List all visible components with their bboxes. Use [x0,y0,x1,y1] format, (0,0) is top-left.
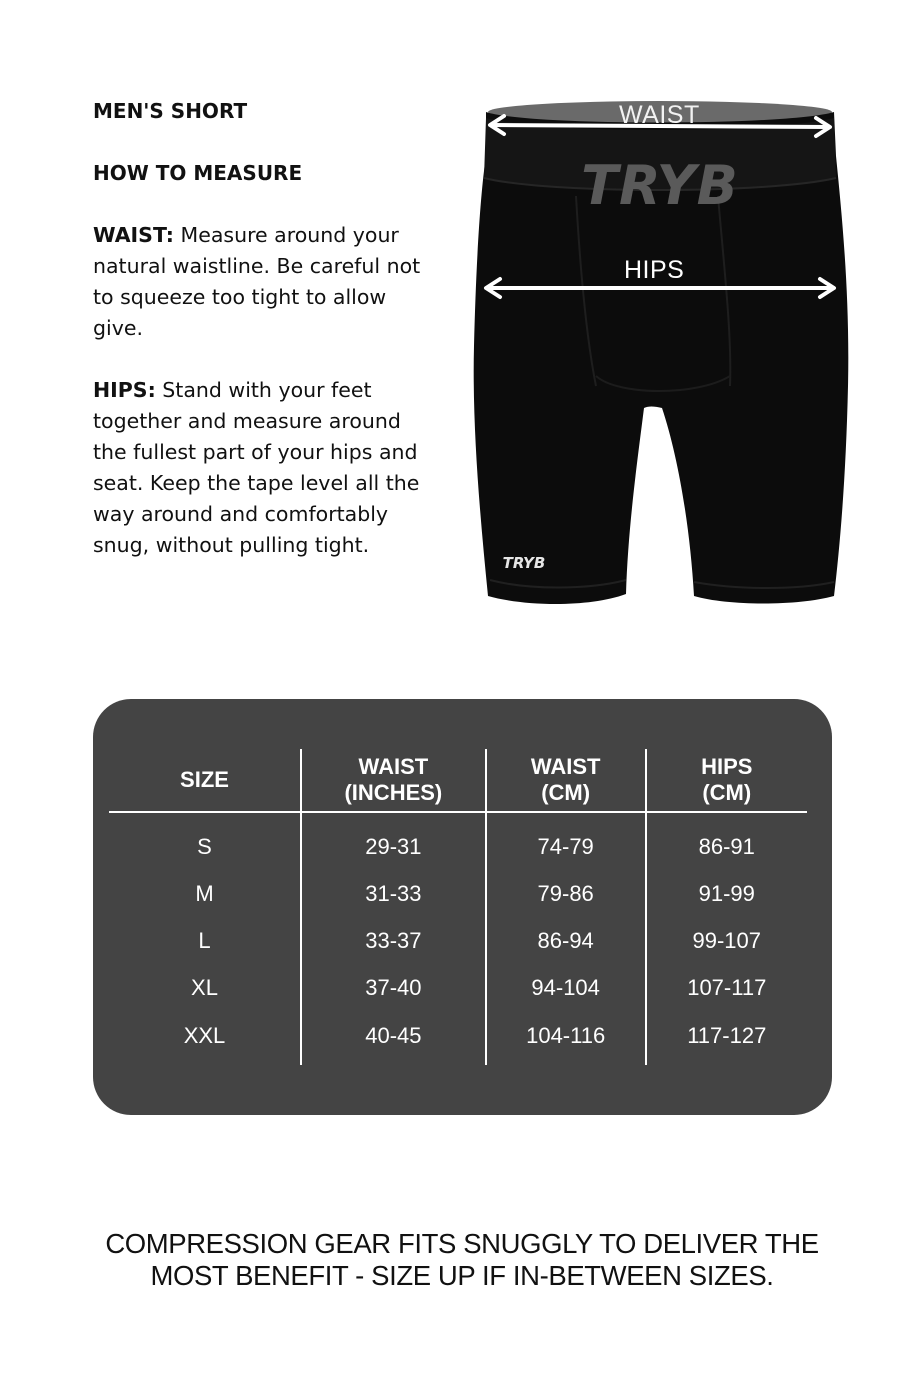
table-row [109,917,807,964]
table-row [109,870,807,917]
waist-inches-cell: 40-45 [301,1011,486,1065]
waist-instruction-label: WAIST: [93,223,175,247]
fit-note-line1: COMPRESSION GEAR FITS SNUGGLY TO DELIVER THE [105,1228,819,1259]
waist-inches-cell: 29-31 [301,812,486,870]
hips-instruction-text: Stand with your feet together and measure around the fullest part of your hips and seat. Keep the tape level all the way around and comfortably snug, without pulling tight. [93,378,420,557]
table-row [109,964,807,1011]
size-chart-header-row [109,749,807,812]
size-cell: XXL [183,1023,226,1048]
size-cell: S [197,833,212,859]
header-hips-cm [646,749,807,812]
header-size-label: SIZE [180,767,229,792]
size-chart-table [109,749,807,1065]
shorts-illustration [468,96,858,611]
product-title: MEN'S SHORT [93,99,248,123]
size-cell: XL [191,974,218,1000]
waist-inches-cell: 31-33 [301,870,486,917]
hips-cm-cell: 107-117 [646,964,807,1011]
size-cell: M [195,880,214,906]
fit-note [62,1228,862,1292]
leg-brand-text: TRYB [502,554,546,572]
waist-inches-cell: 37-40 [301,964,486,1011]
hips-cm-cell: 91-99 [646,870,807,917]
table-row [109,812,807,870]
hips-cm-cell: 86-91 [646,812,807,870]
hips-cm-cell: 117-127 [646,1011,807,1065]
measure-instructions [93,96,423,561]
header-hips-cm-line2: (CM) [702,780,752,805]
fit-note-line2: MOST BENEFIT - SIZE UP IF IN-BETWEEN SIZES. [150,1260,774,1291]
shorts-drawing [468,96,858,611]
header-waist-cm-line1: WAIST [530,754,601,779]
size-cell: L [198,927,211,953]
table-row [109,1011,807,1065]
hips-instruction-label: HIPS: [93,378,156,402]
hips-arrow-label: HIPS [624,256,685,284]
waist-inches-cell: 33-37 [301,917,486,964]
hips-cm-cell: 99-107 [646,917,807,964]
how-to-measure-title: HOW TO MEASURE [93,161,303,185]
waist-cm-cell: 74-79 [486,812,646,870]
header-waist-inches-line2: (INCHES) [344,780,443,805]
header-waist-inches [301,749,486,812]
size-chart-card [93,699,832,1115]
waist-arrow-label: WAIST [619,101,700,129]
waist-instruction [93,220,423,344]
waist-cm-cell: 79-86 [486,870,646,917]
waist-cm-cell: 104-116 [486,1011,646,1065]
header-waist-cm [486,749,646,812]
waist-cm-cell: 86-94 [486,917,646,964]
header-waist-cm-line2: (CM) [541,780,591,805]
header-hips-cm-line1: HIPS [701,754,753,779]
waist-cm-cell: 94-104 [486,964,646,1011]
waist-instruction-text: Measure around your natural waistline. Be careful not to squeeze too tight to allow give. [93,223,421,340]
header-size [109,749,301,812]
hips-instruction [93,375,423,561]
waistband-brand-text: TRYB [581,154,739,217]
header-waist-inches-line1: WAIST [358,754,429,779]
